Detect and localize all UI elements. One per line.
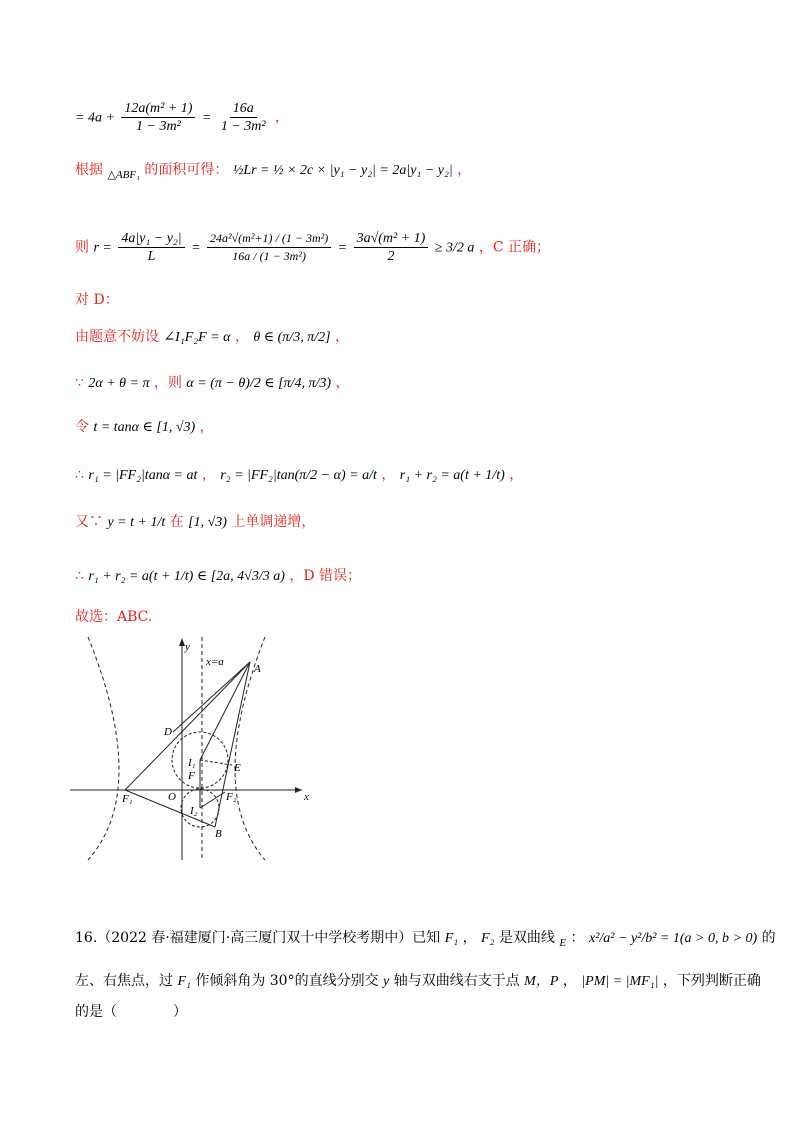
assume-text: 由题意不妨设 [75, 329, 159, 345]
interval: [1, √3) [188, 515, 227, 530]
label-i2: I₂ [190, 805, 198, 817]
segment-d-a [173, 662, 250, 732]
function-definition: y = t + 1/t [107, 515, 166, 530]
compound-numerator: 24a²√(m²+1) / (1 − 3m²) [207, 230, 331, 248]
hyperbola-figure [70, 632, 320, 862]
focus-f2: F₂ [481, 931, 495, 946]
label-i1: I₁ [188, 757, 196, 769]
therefore-symbol-2: ∴ [75, 568, 84, 584]
hyperbola-left-branch [88, 637, 119, 860]
label-x-equals-a: x=a [206, 656, 224, 668]
solution-line-10 [75, 566, 361, 587]
result-fraction [354, 230, 429, 265]
r1-expression: r₁ = |FF₂|tanα = at [88, 468, 198, 483]
label-a: A [254, 663, 261, 675]
inequality: ≥ 3/2 a [434, 240, 475, 256]
q-comma-1: ， [462, 930, 477, 946]
area-equation: ½Lr = ½ × 2c × |y₁ − y₂| = 2a|y₁ − y₂| [232, 163, 453, 178]
line-5-comma: ， [234, 329, 249, 345]
r-sum-expression: r₁ + r₂ = a(t + 1/t) [399, 468, 505, 483]
in-text: 在 [169, 514, 184, 530]
solution-line-4: 对 D： [75, 292, 119, 308]
label-y: y [185, 641, 190, 653]
label-b: B [215, 828, 222, 840]
x-axis-arrow [295, 787, 302, 793]
label-f2: F₂ [226, 791, 237, 803]
solution-line-2 [75, 160, 471, 185]
label-f1: F₁ [122, 793, 133, 805]
d-wrong-text: ，D 错误； [289, 568, 362, 584]
r-fraction-numerator: 4a|y₁ − y₂| [118, 230, 184, 248]
label-x: x [304, 791, 309, 803]
q-line-2-mid: 作倾斜角为 30°的直线分别交 [195, 973, 379, 989]
also-because-text: 又∵ [75, 514, 103, 530]
q-colon: ： [570, 930, 585, 946]
theta-range: θ ∈ (π/3, π/2] [253, 330, 331, 345]
line-8-comma-1: ， [201, 467, 216, 483]
focus-f1-2: F₁ [177, 974, 191, 989]
compound-denominator: 16a / (1 − 3m²) [232, 249, 306, 263]
segment-i2-f2 [200, 792, 225, 808]
therefore-symbol: ∴ [75, 467, 84, 483]
expr-prefix: = 4a + [75, 110, 115, 126]
label-f: F [188, 770, 195, 782]
fraction-2-denominator: 1 − 3m² [220, 119, 266, 134]
fraction-2-numerator: 16a [230, 100, 257, 118]
result-numerator: 3a√(m² + 1) [354, 230, 429, 248]
segment-i1-e [200, 760, 232, 765]
alpha-range: α = (π − θ)/2 ∈ [π/4, π/3) [186, 376, 332, 391]
question-source: 16.（2022 春·福建厦门·高三厦门双十中学校考期中）已知 [75, 930, 441, 946]
solution-line-7 [75, 417, 214, 438]
focus-f1: F₁ [444, 931, 459, 946]
q-line-2-mid2: 轴与双曲线右支于点 [393, 973, 520, 989]
solution-line-5 [75, 327, 349, 348]
hyperbola-equation: x²/a² − y²/b² = 1(a > 0, b > 0) [589, 931, 758, 946]
r-equals: r = [93, 240, 112, 256]
r-fraction [118, 230, 184, 265]
c-correct-text: ，C 正确； [478, 239, 550, 256]
result-denominator: 2 [387, 249, 395, 264]
then-text: 则 [75, 239, 89, 256]
fraction-2 [218, 100, 269, 135]
line-2-punctuation: ， [457, 162, 472, 178]
r-sum-range: r₁ + r₂ = a(t + 1/t) ∈ [2a, 4√3/3 a) [88, 569, 285, 584]
angle-sum: 2α + θ = π [88, 376, 150, 391]
then-text-2: ，则 [153, 375, 182, 391]
line-6-punctuation: ， [335, 375, 350, 391]
fraction-1 [121, 100, 195, 135]
solution-line-3: 则 r = $\frac{\text{4a|y₁ − y₂|}}{L}$ = $\frac{\text{24a²√(m²+1) / (1 − 3m²)}}{\text{16a / (1 − 3m²)}}$ = $\frac{\text{3a√(m² + 1)}}{2}$ ≥ 3/2 a ，C 正确； [75, 231, 550, 264]
q-line-1-end: 的 [761, 930, 776, 946]
triangle-label: △ABF₁ [107, 169, 140, 181]
angle-expression: ∠I₁F₂F = α [163, 330, 231, 345]
hyperbola-text: 是双曲线 [498, 930, 555, 946]
increasing-text: 上单调递增， [231, 514, 316, 530]
question-16-line-2 [75, 971, 761, 992]
curve-e: E [559, 937, 567, 949]
fraction-1-numerator: 12a(m² + 1) [121, 100, 195, 118]
solution-line-1 [75, 100, 289, 135]
question-16-line-1 [75, 928, 776, 953]
y-axis-symbol: y [383, 974, 390, 989]
solution-line-8 [75, 465, 523, 486]
line-8-comma-2: ， [381, 467, 396, 483]
q-comma-2: ， [562, 973, 577, 989]
r2-expression: r₂ = |FF₂|tan(π/2 − α) = a/t [220, 468, 377, 483]
area-text-prefix: 根据 [75, 162, 103, 178]
solution-line-9 [75, 512, 315, 533]
r-fraction-denominator: L [147, 249, 156, 264]
fraction-1-denominator: 1 − 3m² [136, 119, 181, 134]
label-o: O [168, 791, 176, 803]
label-d: D [164, 726, 172, 738]
line-7-punctuation: ， [199, 419, 214, 435]
label-e: E [234, 762, 241, 774]
because-symbol: ∵ [75, 375, 84, 391]
t-definition: t = tanα ∈ [1, √3) [93, 420, 196, 435]
question-16-line-3: 的是（ ） [75, 1004, 187, 1020]
answer-line: 故选：ABC. [75, 609, 153, 625]
distance-condition: |PM| = |MF₁| [581, 974, 659, 989]
let-text: 令 [75, 419, 89, 435]
solution-line-6 [75, 373, 350, 394]
line-5-punctuation: ， [335, 329, 350, 345]
line-1-punctuation: ， [275, 109, 290, 126]
area-text-suffix: 的面积可得： [144, 162, 229, 178]
q-line-2-end: ，下列判断正确 [662, 973, 761, 989]
q-line-2-start: 左、右焦点，过 [75, 973, 173, 989]
points-m-p: M，P [524, 974, 559, 989]
compound-fraction [207, 230, 331, 265]
equals-sign: = [201, 110, 212, 126]
segment-i1-a [200, 662, 250, 760]
line-8-punctuation: ， [509, 467, 524, 483]
